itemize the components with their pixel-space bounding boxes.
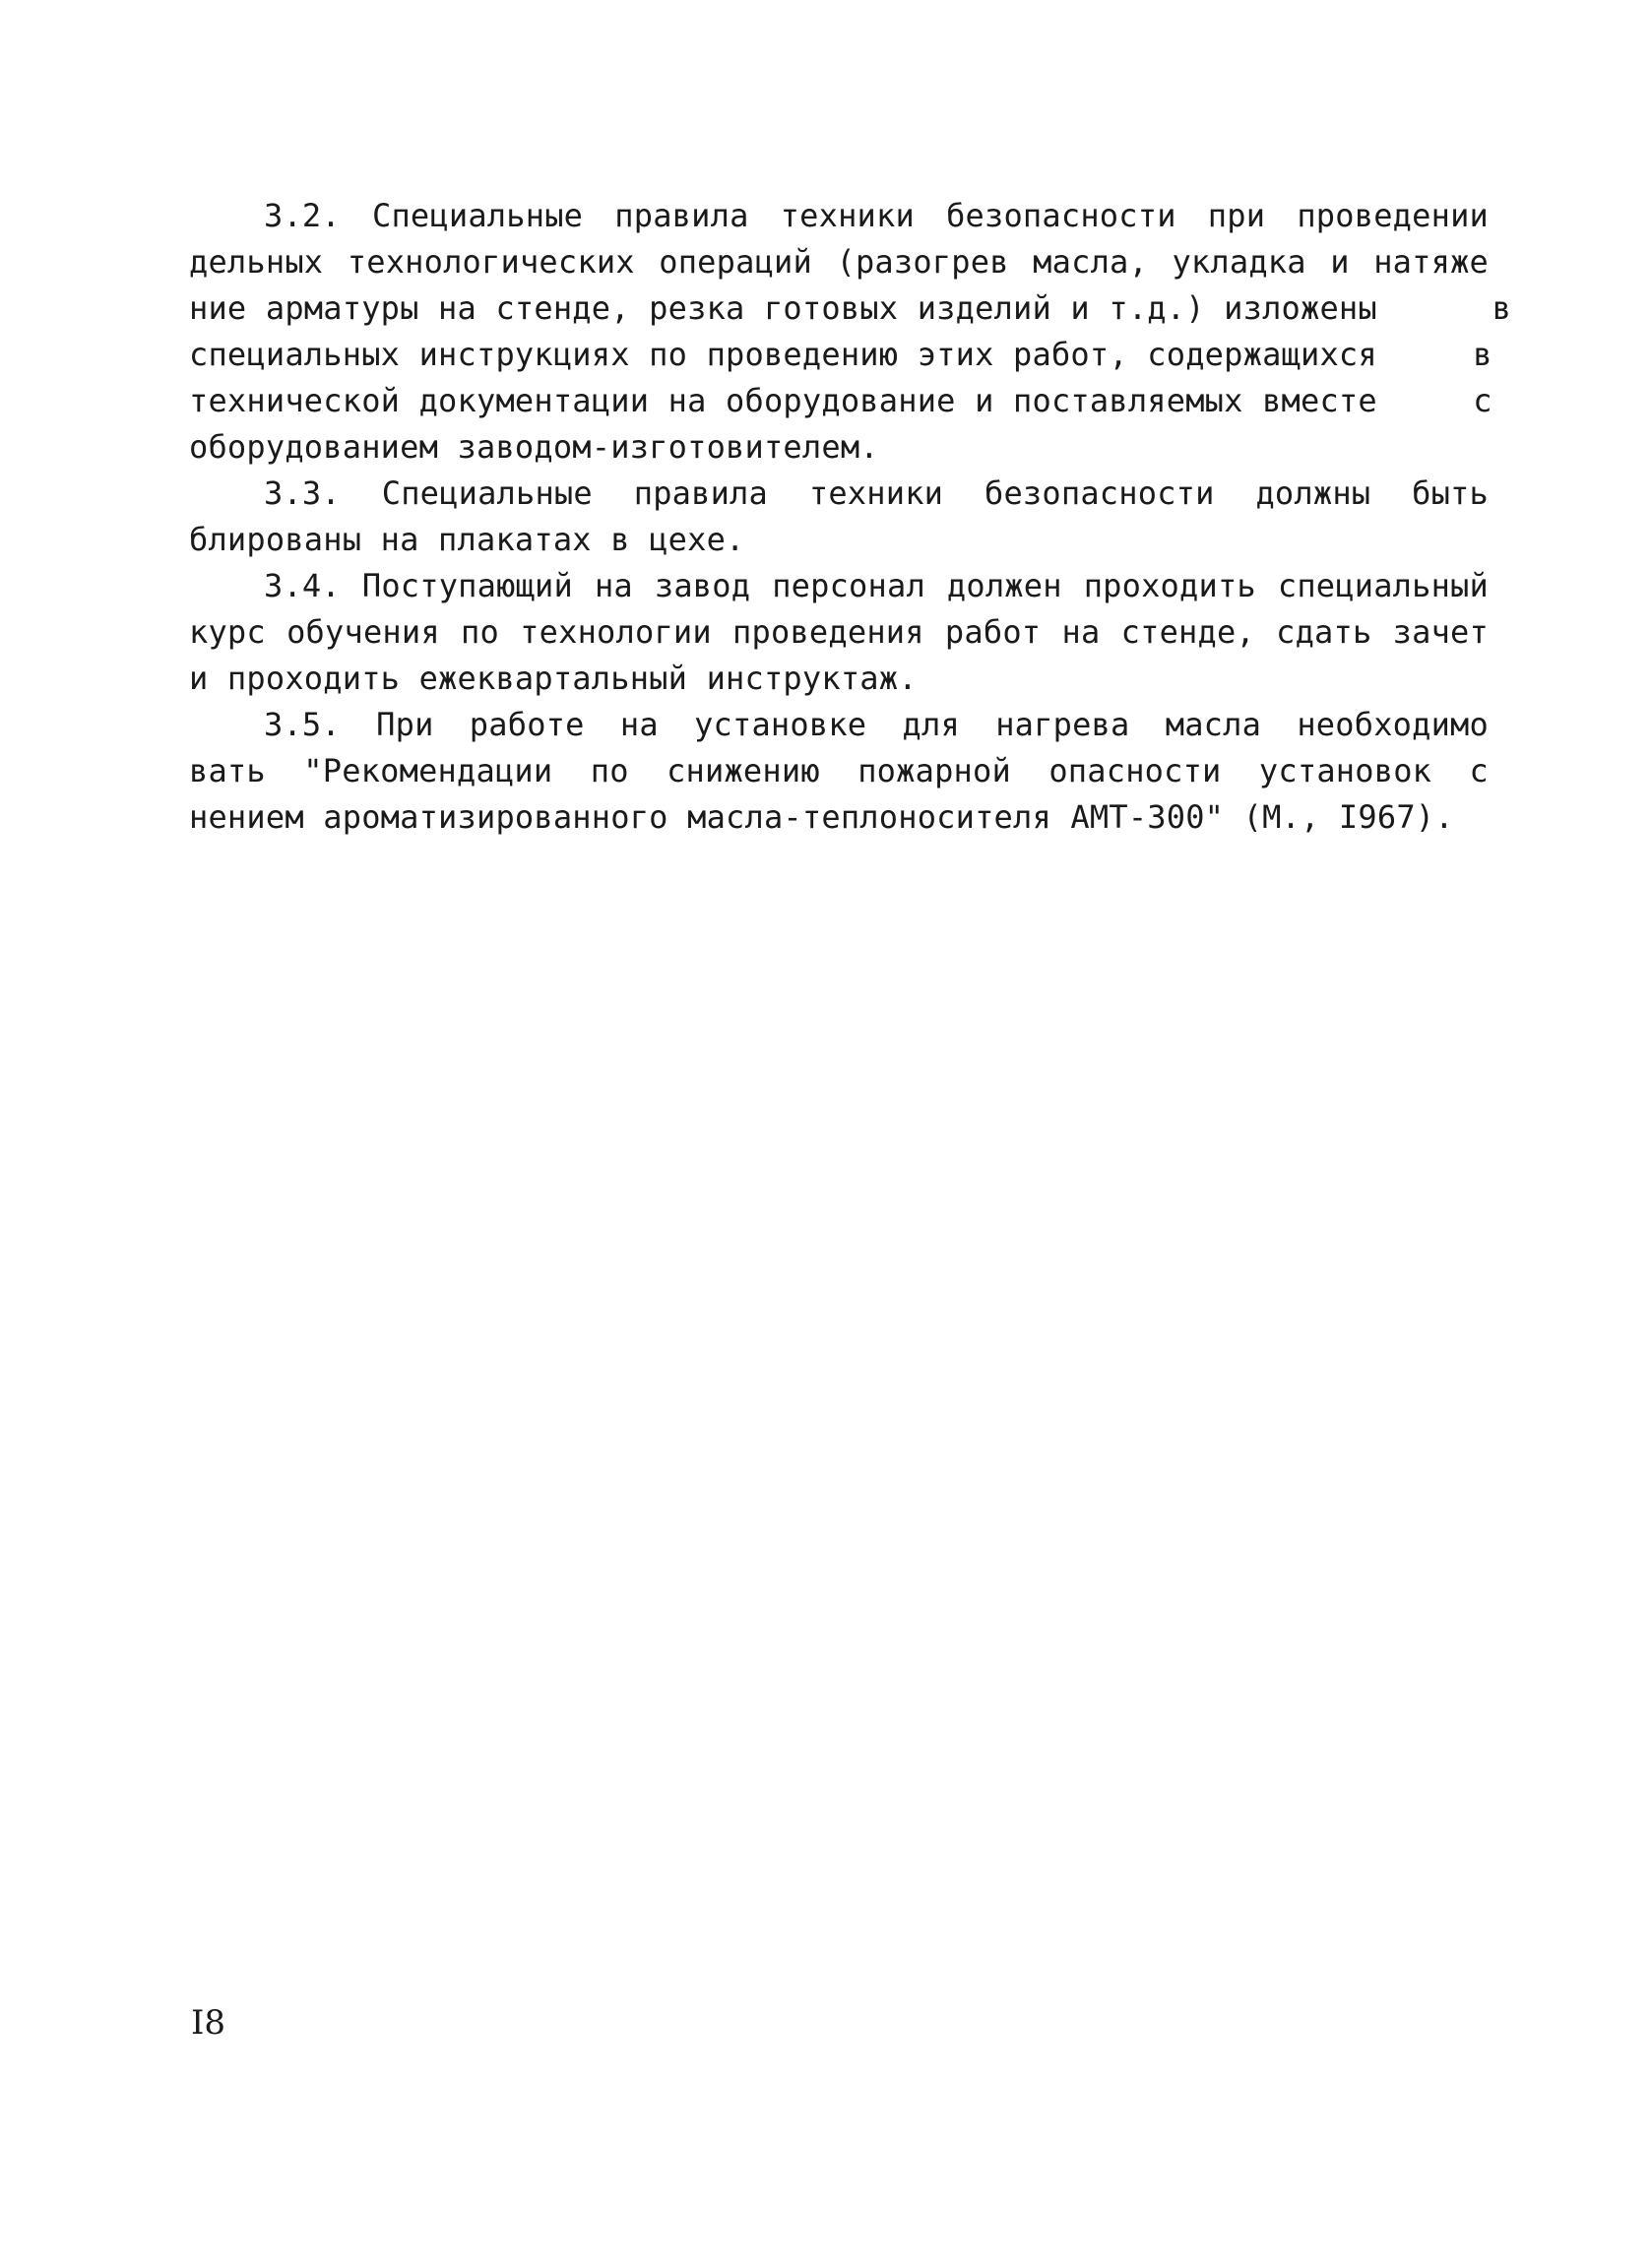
- text-line: 3.3. Специальные правила техники безопасности должны быть: [264, 474, 1489, 512]
- paragraph-3-3: [189, 471, 1489, 563]
- text-line: оборудованием заводом-изготовителем.: [189, 428, 879, 466]
- text-line: нением ароматизированного масла-теплоносителя АМТ-300" (М., I967).: [189, 798, 1454, 836]
- text-line: курс обучения по технологии проведения работ на стенде, сдать зачет: [189, 613, 1489, 651]
- text-line: технической документации на оборудование и поставляемых вместе с: [189, 382, 1492, 419]
- text-line: и проходить ежеквартальный инструктаж.: [189, 660, 918, 697]
- text-line: 3.2. Специальные правила техники безопасности при проведении: [264, 197, 1489, 234]
- paragraph-3-2: [189, 193, 1512, 471]
- text-line: вать "Рекомендации по снижению пожарной опасности установок с: [189, 752, 1489, 789]
- document-body: [189, 193, 1512, 841]
- text-line: 3.5. При работе на установке для нагрева масла необходимо: [264, 706, 1489, 743]
- page-number: I8: [191, 2003, 226, 2043]
- text-line: 3.4. Поступающий на завод персонал должен проходить специальный: [264, 567, 1489, 604]
- text-line: блированы на плакатах в цехе.: [189, 521, 745, 558]
- paragraph-3-4: [189, 563, 1489, 702]
- text-line: специальных инструкциях по проведению этих работ, содержащихся в: [189, 336, 1492, 373]
- text-line: ние арматуры на стенде, резка готовых изделий и т.д.) изложены в: [189, 289, 1512, 327]
- paragraph-3-5: [189, 702, 1489, 841]
- text-line: дельных технологических операций (разогрев масла, укладка и натяже: [189, 243, 1489, 281]
